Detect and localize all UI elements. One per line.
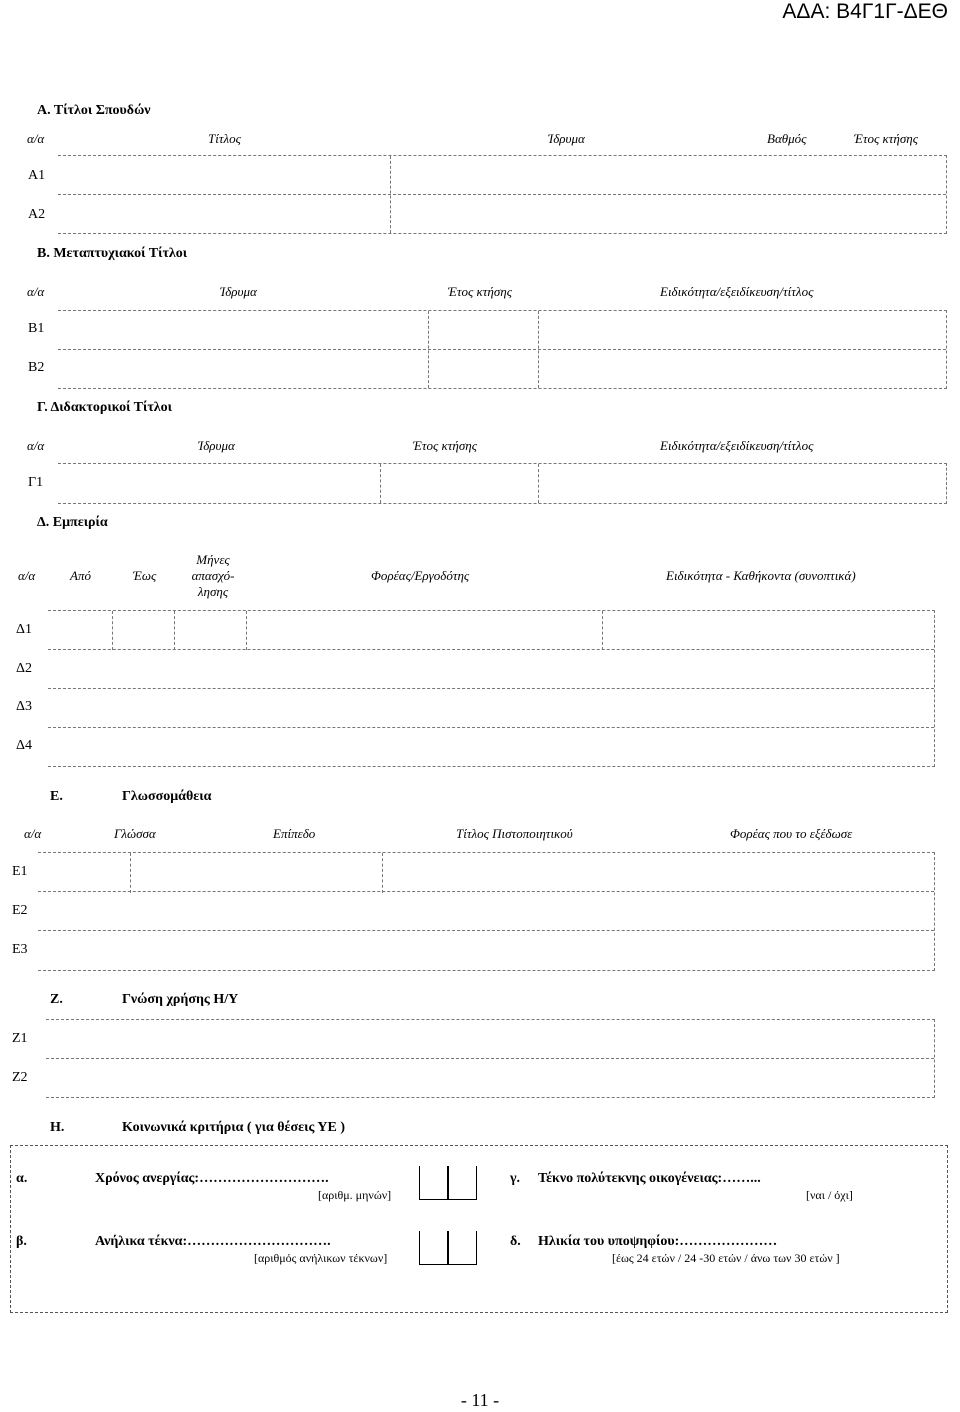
section-b-col-year: Έτος κτήσης: [448, 284, 512, 299]
section-e-col-language: Γλώσσα: [114, 826, 156, 841]
section-a-table: [58, 155, 947, 234]
section-a-col-institution: Ίδρυμα: [548, 131, 585, 146]
section-g-col-year: Έτος κτήσης: [413, 438, 477, 453]
section-h-letter: Η.: [50, 1120, 65, 1135]
row-label-d3: Δ3: [16, 699, 33, 714]
criterion-d-letter: δ.: [510, 1234, 521, 1249]
section-e-col-certificate: Τίτλος Πιστοποιητικού: [456, 826, 573, 841]
section-z-letter: Ζ.: [50, 992, 63, 1007]
section-e-col-issuer: Φορέας που το εξέδωσε: [730, 826, 853, 841]
section-h-title: Κοινωνικά κριτήρια ( για θέσεις ΥΕ ): [122, 1120, 345, 1135]
row-label-z1: Ζ1: [12, 1031, 28, 1046]
section-a-col-aa: α/α: [27, 131, 45, 146]
section-d-title: Δ. Εμπειρία: [37, 515, 108, 530]
criterion-g-label: Τέκνο πολύτεκνης οικογένειας:……...: [538, 1171, 761, 1186]
section-d-col-from: Από: [70, 568, 91, 583]
criterion-d-label: Ηλικία του υποψηφίου:…………………: [538, 1234, 778, 1249]
table-row-z1[interactable]: [46, 1020, 934, 1058]
table-row-d4[interactable]: [48, 727, 934, 766]
criterion-g-letter: γ.: [510, 1171, 521, 1186]
section-d-col-employer: Φορέας/Εργοδότης: [371, 568, 470, 583]
section-b-title: Β. Μεταπτυχιακοί Τίτλοι: [37, 246, 188, 261]
section-e-col-aa: α/α: [24, 826, 42, 841]
section-a-col-year: Έτος κτήσης: [854, 131, 918, 146]
table-row-e3[interactable]: [38, 930, 934, 969]
section-d-col-months-1: Μήνες: [196, 552, 230, 567]
section-b-col-specialty: Ειδικότητα/εξειδίκευση/τίτλος: [660, 284, 814, 299]
criterion-a-box-1[interactable]: [419, 1166, 448, 1200]
row-label-e2: Ε2: [12, 903, 28, 918]
row-label-a1: Α1: [28, 168, 46, 183]
section-a-col-grade: Βαθμός: [767, 131, 807, 146]
criterion-b-hint: [αριθμός ανήλικων τέκνων]: [254, 1251, 388, 1265]
criterion-b-box-1[interactable]: [419, 1231, 448, 1265]
section-g-table: [58, 463, 947, 504]
section-d-table: [48, 610, 935, 767]
section-g-title: Γ. Διδακτορικοί Τίτλοι: [37, 400, 173, 415]
table-row-b1[interactable]: [58, 311, 946, 349]
criterion-a-label: Χρόνος ανεργίας:……………………….: [95, 1171, 329, 1186]
criterion-b-box-2[interactable]: [448, 1231, 477, 1265]
table-row-e2[interactable]: [38, 891, 934, 930]
table-row-e1[interactable]: [38, 853, 934, 891]
row-label-d4: Δ4: [16, 738, 33, 753]
row-label-b1: Β1: [28, 321, 45, 336]
criterion-a-letter: α.: [16, 1171, 28, 1186]
row-label-e1: Ε1: [12, 864, 28, 879]
page-number: - 11 -: [460, 1390, 500, 1410]
table-row-a1[interactable]: [58, 156, 946, 194]
criterion-a-hint: [αριθμ. μηνών]: [318, 1188, 392, 1202]
table-row-d2[interactable]: [48, 649, 934, 688]
criterion-g-hint: [ναι / όχι]: [806, 1188, 853, 1202]
section-g-col-institution: Ίδρυμα: [198, 438, 235, 453]
section-g-col-specialty: Ειδικότητα/εξειδίκευση/τίτλος: [660, 438, 814, 453]
section-b-table: [58, 310, 947, 389]
table-row-a2[interactable]: [58, 194, 946, 233]
section-b-col-aa: α/α: [27, 284, 45, 299]
row-label-e3: Ε3: [12, 942, 28, 957]
table-row-g1[interactable]: [58, 464, 946, 502]
section-e-title: Γλωσσομάθεια: [122, 789, 212, 804]
criterion-a-box-2[interactable]: [448, 1166, 477, 1200]
document-code: ΑΔΑ: Β4Γ1Γ-ΔΕΘ: [782, 0, 948, 23]
table-row-z2[interactable]: [46, 1058, 934, 1097]
criterion-b-letter: β.: [16, 1234, 27, 1249]
row-label-b2: Β2: [28, 360, 45, 375]
table-row-d1[interactable]: [48, 611, 934, 649]
section-z-table: [46, 1019, 935, 1098]
row-label-g1: Γ1: [28, 475, 44, 490]
section-d-col-months-3: λησης: [197, 584, 229, 599]
table-row-b2[interactable]: [58, 349, 946, 388]
section-b-col-institution: Ίδρυμα: [220, 284, 257, 299]
section-a-title: Α. Τίτλοι Σπουδών: [37, 103, 151, 118]
row-label-d2: Δ2: [16, 661, 33, 676]
criterion-b-label: Ανήλικα τέκνα:………………………….: [95, 1234, 331, 1249]
section-d-col-aa: α/α: [18, 568, 36, 583]
section-e-table: [38, 852, 935, 971]
section-g-col-aa: α/α: [27, 438, 45, 453]
section-z-title: Γνώση χρήσης Η/Υ: [122, 992, 239, 1007]
criterion-d-hint: [έως 24 ετών / 24 -30 ετών / άνω των 30 ετών ]: [612, 1251, 840, 1265]
row-label-a2: Α2: [28, 207, 46, 222]
section-d-col-months-2: απασχό-: [191, 568, 235, 583]
section-e-col-level: Επίπεδο: [273, 826, 316, 841]
section-a-col-title: Τίτλος: [208, 131, 241, 146]
section-e-letter: Ε.: [50, 789, 63, 804]
row-label-d1: Δ1: [16, 622, 33, 637]
section-d-col-to: Έως: [133, 568, 157, 583]
table-row-d3[interactable]: [48, 688, 934, 727]
section-d-col-duties: Ειδικότητα - Καθήκοντα (συνοπτικά): [666, 568, 856, 583]
row-label-z2: Ζ2: [12, 1070, 28, 1085]
